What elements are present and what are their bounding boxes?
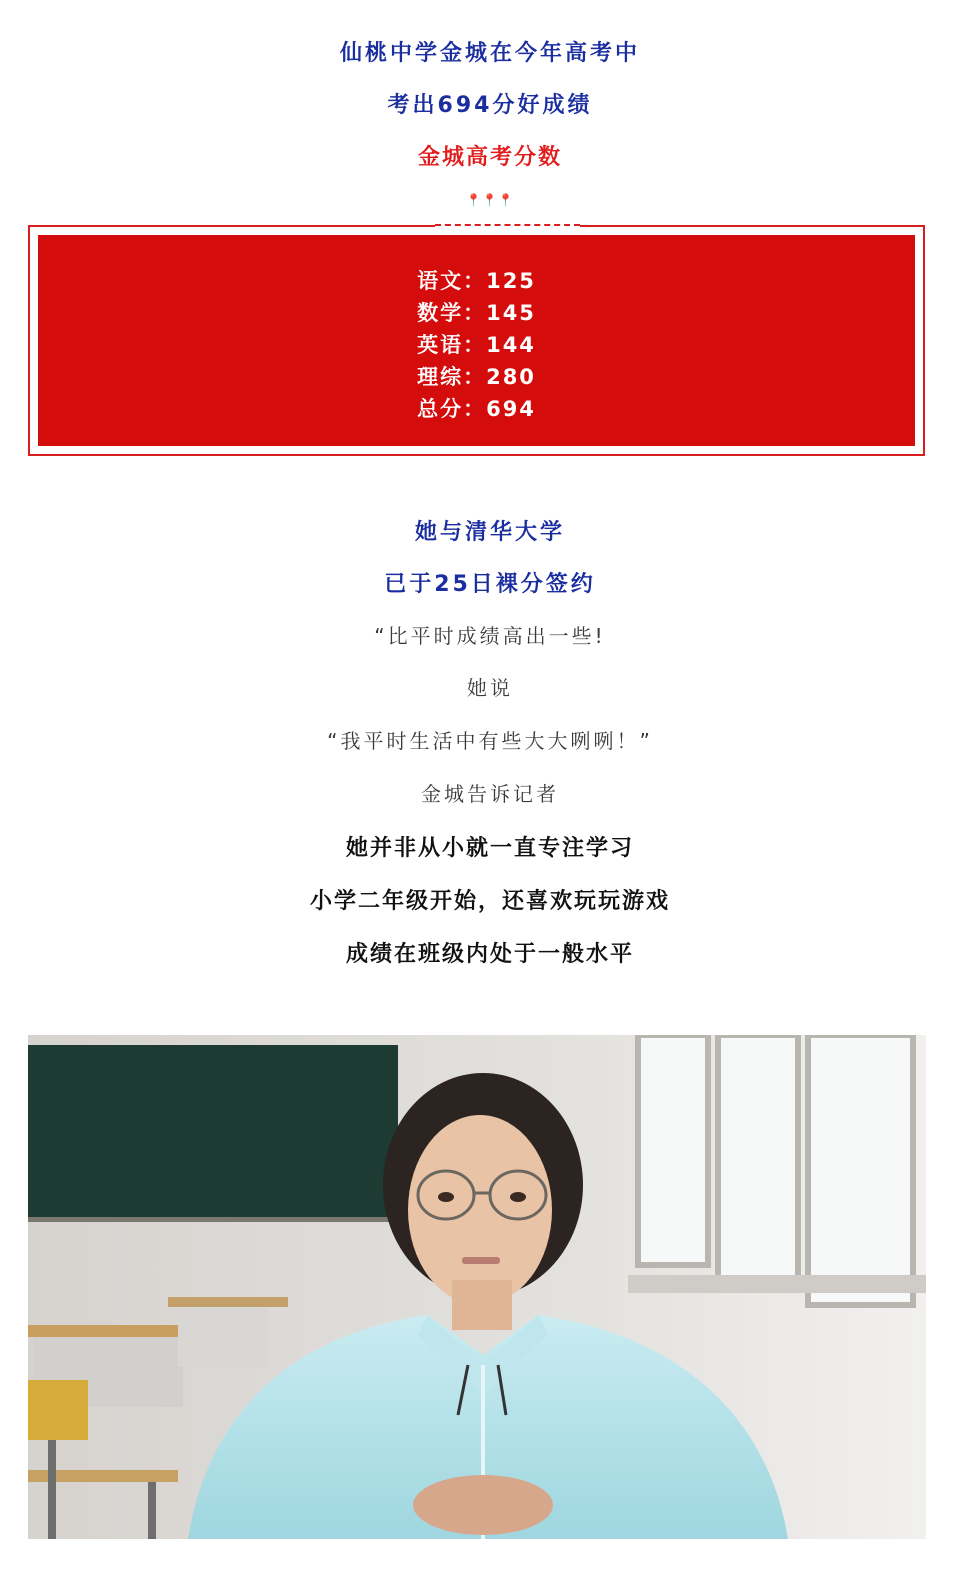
score-separator: ： (463, 333, 487, 357)
quote-line-1: “比平时成绩高出一些! (374, 624, 606, 648)
she-said-line: 她说 (467, 676, 513, 700)
bold-line-1: 她并非从小就一直专注学习 (345, 836, 634, 861)
intro-line-1: 仙桃中学金城在今年高考中 (339, 41, 640, 66)
score-separator: ： (463, 269, 487, 293)
score-subject: 理综 (417, 365, 464, 389)
score-subject: 数学 (417, 301, 464, 325)
tsinghua-line-1: 她与清华大学 (414, 520, 565, 545)
quote-line-2: “我平时生活中有些大大咧咧！” (327, 729, 653, 753)
score-row-math (38, 297, 915, 329)
intro-line-2: 考出694分好成绩 (387, 93, 593, 118)
score-list (38, 265, 915, 425)
score-separator: ： (463, 365, 487, 389)
score-box-dashed-divider (435, 224, 580, 230)
score-subject: 英语 (417, 333, 464, 357)
score-value: 694 (486, 397, 536, 421)
score-separator: ： (463, 397, 487, 421)
told-reporter-line: 金城告诉记者 (421, 782, 559, 806)
score-row-science (38, 361, 915, 393)
score-value: 145 (486, 301, 536, 325)
student-classroom-photo (28, 1035, 926, 1539)
score-row-total (38, 393, 915, 425)
score-row-english (38, 329, 915, 361)
score-value: 125 (486, 269, 536, 293)
score-separator: ： (463, 301, 487, 325)
score-box (28, 225, 925, 456)
pin-icons: 📍📍📍 (466, 193, 514, 207)
score-subject: 总分 (417, 397, 464, 421)
score-heading: 金城高考分数 (417, 145, 562, 170)
tsinghua-line-2: 已于25日裸分签约 (384, 572, 596, 597)
bold-line-3: 成绩在班级内处于一般水平 (345, 942, 634, 967)
score-subject: 语文 (417, 269, 464, 293)
score-value: 144 (486, 333, 536, 357)
score-value: 280 (486, 365, 536, 389)
score-box-fill (38, 235, 915, 446)
score-row-chinese (38, 265, 915, 297)
bold-line-2: 小学二年级开始，还喜欢玩玩游戏 (309, 889, 670, 914)
